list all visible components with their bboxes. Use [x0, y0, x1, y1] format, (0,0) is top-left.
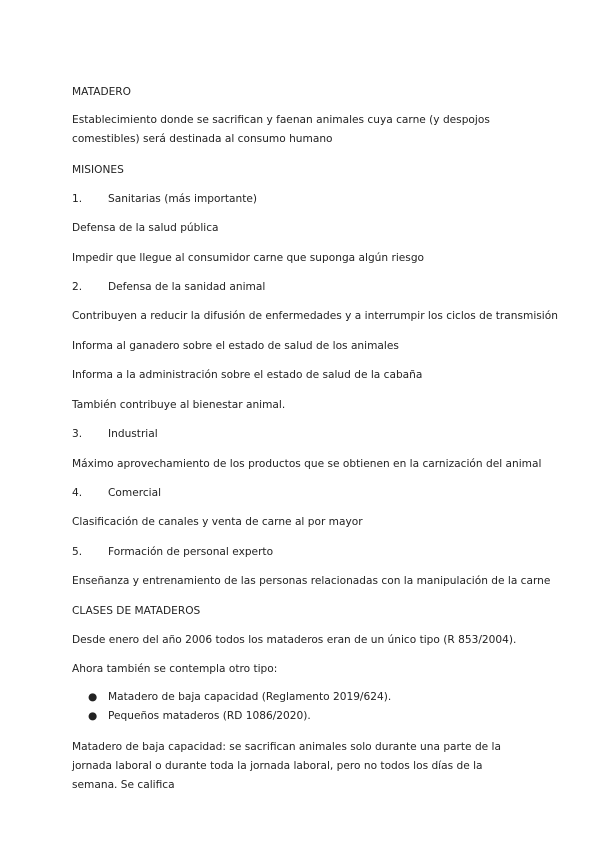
clases-ahora: Ahora también se contempla otro tipo:: [72, 663, 278, 675]
clases-intro: Desde enero del año 2006 todos los mataderos eran de un único tipo (R 853/2004).: [72, 634, 517, 646]
mission-3: [72, 427, 158, 441]
bullet-list: [88, 688, 391, 726]
title: MATADERO: [72, 86, 132, 98]
mission-2-text-b: Informa al ganadero sobre el estado de salud de los animales: [72, 340, 399, 352]
list-item: [88, 707, 391, 726]
bullet-icon: ●: [88, 710, 98, 722]
mission-5: [72, 545, 273, 559]
mission-1-text-a: Defensa de la salud pública: [72, 222, 219, 234]
bullet-icon: ●: [88, 691, 98, 703]
mission-1-title: Sanitarias (más importante): [108, 193, 258, 205]
mission-5-title: Formación de personal experto: [108, 546, 274, 558]
mission-4: [72, 486, 161, 500]
mission-4-text-a: Clasificación de canales y venta de carne al por mayor: [72, 516, 363, 528]
mission-3-text-a: Máximo aprovechamiento de los productos que se obtienen en la carnización del animal: [72, 458, 542, 470]
mission-5-number: 5.: [72, 546, 83, 558]
mission-2-text-a: Contribuyen a reducir la difusión de enfermedades y a interrumpir los ciclos de transmisión: [72, 310, 558, 322]
mission-4-title: Comercial: [108, 487, 162, 499]
mission-3-number: 3.: [72, 428, 83, 440]
mission-2-text-d: También contribuye al bienestar animal.: [72, 399, 286, 411]
list-item: [88, 688, 391, 707]
mission-2-title: Defensa de la sanidad animal: [108, 281, 266, 293]
mission-4-number: 4.: [72, 487, 83, 499]
mission-2: [72, 280, 265, 294]
mission-5-text-a: Enseñanza y entrenamiento de las personas relacionadas con la manipulación de la carne: [72, 575, 551, 587]
list-item-text: Pequeños mataderos (RD 1086/2020).: [108, 710, 311, 722]
misiones-heading: MISIONES: [72, 164, 124, 176]
definition-paragraph: Establecimiento donde se sacrifican y faenan animales cuya carne (y despojos comestibles) será destinada al consumo humano: [72, 114, 490, 145]
mission-2-text-c: Informa a la administración sobre el estado de salud de la cabaña: [72, 369, 423, 381]
mission-1: [72, 192, 257, 206]
mission-2-number: 2.: [72, 281, 83, 293]
mission-1-number: 1.: [72, 193, 83, 205]
list-item-text: Matadero de baja capacidad (Reglamento 2019/624).: [108, 691, 392, 703]
mission-1-text-b: Impedir que llegue al consumidor carne que suponga algún riesgo: [72, 252, 425, 264]
mission-3-title: Industrial: [108, 428, 158, 440]
clases-heading: CLASES DE MATADEROS: [72, 605, 201, 617]
baja-capacidad-paragraph: Matadero de baja capacidad: se sacrifican animales solo durante una parte de la jornada laboral o durante toda la jornada laboral, pero no todos los días de la semana. Se califica: [72, 741, 501, 791]
